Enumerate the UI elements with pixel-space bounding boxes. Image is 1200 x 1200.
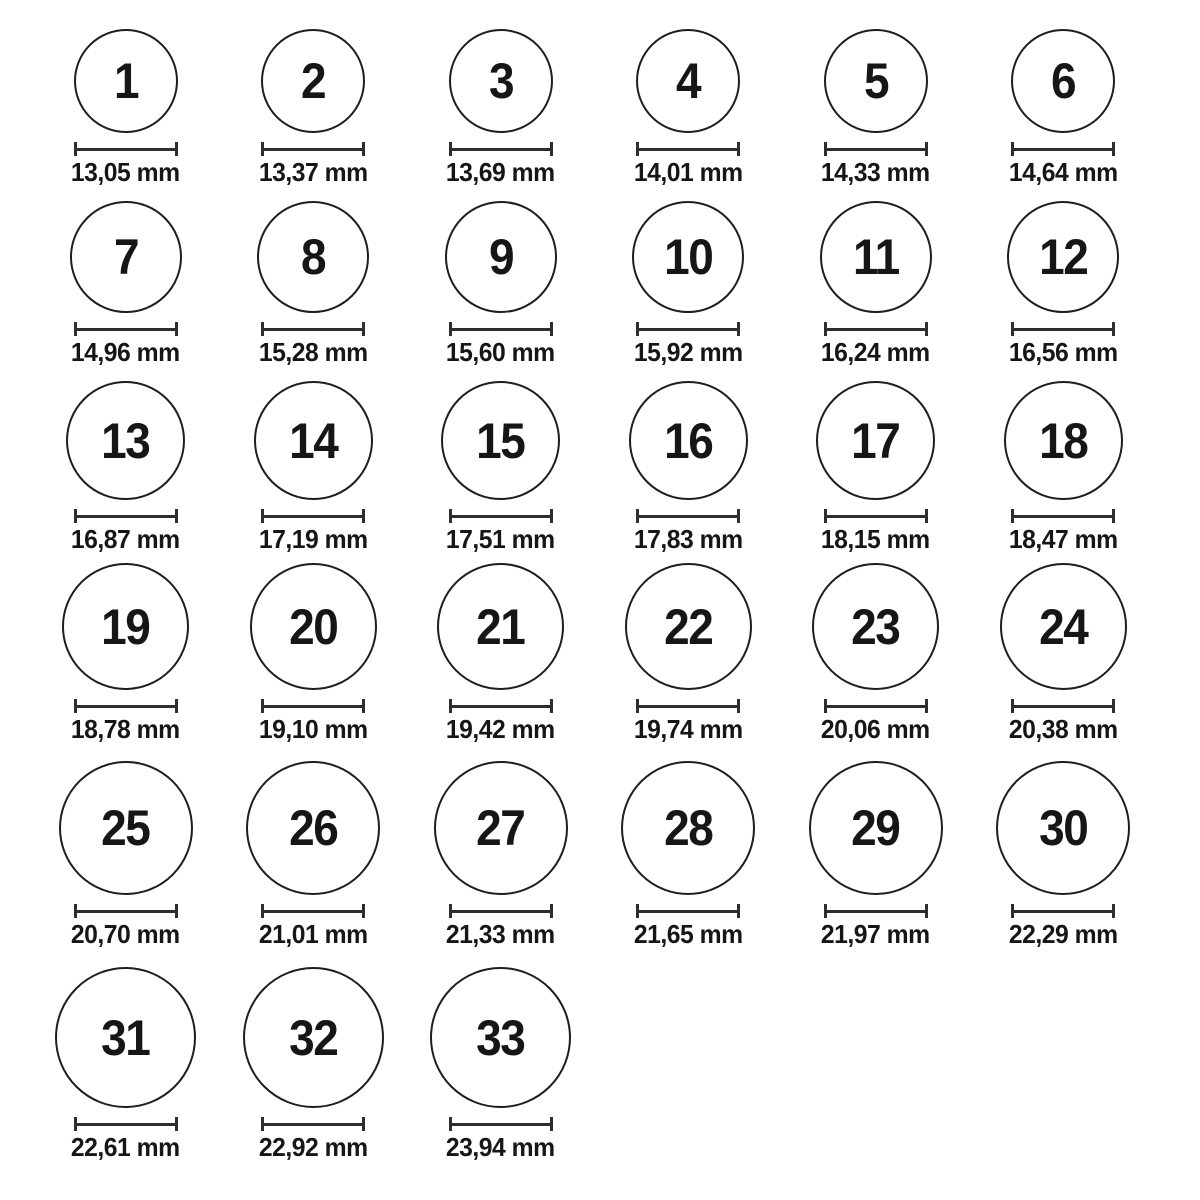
ring-circle xyxy=(434,761,568,895)
ring-size-number: 22 xyxy=(664,598,713,655)
diameter-measure-line xyxy=(449,904,553,918)
ring-circle xyxy=(254,381,373,500)
diameter-label: 22,29 mm xyxy=(1008,919,1118,949)
ring-size-number: 2 xyxy=(301,53,326,109)
diameter-measure-line xyxy=(261,904,365,918)
diameter-measure-line xyxy=(636,322,740,336)
diameter-label: 18,78 mm xyxy=(71,714,181,744)
diameter-label: 22,61 mm xyxy=(71,1132,181,1162)
ring-circle xyxy=(261,29,365,133)
diameter-measure-line xyxy=(449,322,553,336)
diameter-label: 18,15 mm xyxy=(821,524,931,554)
ring-circle xyxy=(824,29,928,133)
ring-circle xyxy=(820,201,932,313)
ring-size-cell xyxy=(970,0,1158,185)
ring-circle xyxy=(70,201,182,313)
ring-circle xyxy=(430,967,571,1108)
ring-size-number: 7 xyxy=(113,229,138,285)
ring-size-number: 18 xyxy=(1039,412,1088,469)
ring-size-cell xyxy=(407,552,595,742)
ring-size-number: 10 xyxy=(664,229,713,285)
diameter-measure-line xyxy=(1011,509,1115,523)
diameter-label: 21,33 mm xyxy=(446,919,556,949)
ring-size-number: 24 xyxy=(1039,598,1088,655)
diameter-label: 20,06 mm xyxy=(821,714,931,744)
ring-size-cell xyxy=(595,552,783,742)
diameter-label: 13,37 mm xyxy=(258,157,368,187)
diameter-label: 15,28 mm xyxy=(258,337,368,367)
diameter-measure-line xyxy=(1011,142,1115,156)
diameter-measure-line xyxy=(1011,322,1115,336)
diameter-measure-line xyxy=(261,322,365,336)
diameter-label: 17,83 mm xyxy=(633,524,743,554)
diameter-label: 16,24 mm xyxy=(821,337,931,367)
ring-size-number: 29 xyxy=(851,800,900,856)
chart-row xyxy=(32,552,1157,742)
diameter-measure-line xyxy=(824,322,928,336)
ring-size-cell xyxy=(220,365,408,552)
diameter-label: 15,60 mm xyxy=(446,337,556,367)
ring-size-cell xyxy=(595,742,783,947)
ring-size-number: 16 xyxy=(664,412,713,469)
ring-size-cell xyxy=(970,185,1158,365)
ring-circle xyxy=(55,967,196,1108)
ring-size-number: 27 xyxy=(476,800,525,856)
ring-size-cell xyxy=(32,0,220,185)
ring-circle xyxy=(59,761,193,895)
ring-size-number: 15 xyxy=(476,412,525,469)
ring-size-number: 31 xyxy=(101,1009,150,1066)
diameter-measure-line xyxy=(1011,904,1115,918)
ring-size-cell xyxy=(970,365,1158,552)
ring-size-cell xyxy=(782,552,970,742)
ring-circle xyxy=(809,761,943,895)
diameter-label: 20,70 mm xyxy=(71,919,181,949)
diameter-label: 18,47 mm xyxy=(1008,524,1118,554)
diameter-measure-line xyxy=(1011,699,1115,713)
ring-size-cell xyxy=(970,552,1158,742)
diameter-measure-line xyxy=(261,1117,365,1131)
ring-circle xyxy=(1011,29,1115,133)
ring-size-cell xyxy=(220,947,408,1160)
ring-circle xyxy=(632,201,744,313)
diameter-measure-line xyxy=(449,1117,553,1131)
diameter-label: 16,87 mm xyxy=(71,524,181,554)
ring-size-number: 11 xyxy=(852,229,899,285)
chart-row xyxy=(32,365,1157,552)
ring-size-number: 20 xyxy=(289,598,338,655)
ring-size-number: 14 xyxy=(289,412,338,469)
ring-size-number: 30 xyxy=(1039,800,1088,856)
ring-size-cell xyxy=(595,185,783,365)
ring-circle xyxy=(257,201,369,313)
ring-size-number: 32 xyxy=(289,1009,338,1066)
ring-size-cell xyxy=(407,365,595,552)
diameter-label: 15,92 mm xyxy=(633,337,743,367)
diameter-measure-line xyxy=(636,699,740,713)
diameter-measure-line xyxy=(261,509,365,523)
diameter-label: 21,97 mm xyxy=(821,919,931,949)
diameter-label: 21,65 mm xyxy=(633,919,743,949)
diameter-measure-line xyxy=(261,699,365,713)
diameter-label: 17,51 mm xyxy=(446,524,556,554)
diameter-measure-line xyxy=(824,509,928,523)
ring-size-number: 4 xyxy=(676,53,701,109)
ring-size-number: 19 xyxy=(101,598,150,655)
ring-size-cell xyxy=(595,365,783,552)
ring-size-cell xyxy=(220,552,408,742)
ring-size-number: 26 xyxy=(289,800,338,856)
diameter-measure-line xyxy=(74,904,178,918)
ring-size-number: 12 xyxy=(1039,229,1088,285)
ring-size-number: 23 xyxy=(851,598,900,655)
ring-size-number: 3 xyxy=(488,53,513,109)
diameter-label: 14,01 mm xyxy=(633,157,743,187)
ring-circle xyxy=(441,381,560,500)
ring-size-cell xyxy=(407,185,595,365)
ring-size-cell xyxy=(32,365,220,552)
ring-circle xyxy=(816,381,935,500)
diameter-measure-line xyxy=(74,509,178,523)
diameter-measure-line xyxy=(824,904,928,918)
diameter-measure-line xyxy=(824,142,928,156)
ring-circle xyxy=(62,563,189,690)
diameter-label: 17,19 mm xyxy=(258,524,368,554)
diameter-label: 19,42 mm xyxy=(446,714,556,744)
diameter-measure-line xyxy=(74,699,178,713)
diameter-label: 14,96 mm xyxy=(71,337,181,367)
diameter-label: 19,10 mm xyxy=(258,714,368,744)
diameter-measure-line xyxy=(74,142,178,156)
ring-circle xyxy=(445,201,557,313)
ring-circle xyxy=(250,563,377,690)
diameter-label: 22,92 mm xyxy=(258,1132,368,1162)
ring-circle xyxy=(621,761,755,895)
chart-row xyxy=(32,0,1157,185)
ring-size-cell xyxy=(32,552,220,742)
diameter-measure-line xyxy=(261,142,365,156)
diameter-label: 14,33 mm xyxy=(821,157,931,187)
ring-size-number: 28 xyxy=(664,800,713,856)
ring-size-cell xyxy=(970,742,1158,947)
ring-circle xyxy=(449,29,553,133)
ring-size-number: 1 xyxy=(113,53,138,109)
diameter-measure-line xyxy=(74,1117,178,1131)
ring-circle xyxy=(625,563,752,690)
ring-size-cell xyxy=(782,185,970,365)
ring-circle xyxy=(1000,563,1127,690)
ring-circle xyxy=(66,381,185,500)
diameter-measure-line xyxy=(449,699,553,713)
ring-size-number: 21 xyxy=(476,598,525,655)
ring-size-cell xyxy=(32,947,220,1160)
ring-size-number: 13 xyxy=(101,412,150,469)
diameter-measure-line xyxy=(636,904,740,918)
ring-size-cell xyxy=(32,742,220,947)
diameter-measure-line xyxy=(449,142,553,156)
chart-row xyxy=(32,742,1157,947)
diameter-measure-line xyxy=(449,509,553,523)
ring-size-cell xyxy=(782,365,970,552)
diameter-measure-line xyxy=(74,322,178,336)
ring-size-cell xyxy=(32,185,220,365)
diameter-label: 13,05 mm xyxy=(71,157,181,187)
ring-circle xyxy=(1007,201,1119,313)
diameter-measure-line xyxy=(636,509,740,523)
ring-circle xyxy=(243,967,384,1108)
ring-size-number: 5 xyxy=(863,53,888,109)
ring-size-cell xyxy=(220,0,408,185)
chart-row xyxy=(32,947,1157,1160)
ring-size-cell xyxy=(220,742,408,947)
chart-row xyxy=(32,185,1157,365)
ring-size-number: 6 xyxy=(1051,53,1076,109)
diameter-label: 19,74 mm xyxy=(633,714,743,744)
ring-circle xyxy=(812,563,939,690)
ring-circle xyxy=(74,29,178,133)
diameter-label: 23,94 mm xyxy=(446,1132,556,1162)
ring-size-cell xyxy=(407,0,595,185)
ring-size-cell xyxy=(595,0,783,185)
ring-size-cell xyxy=(782,742,970,947)
ring-circle xyxy=(996,761,1130,895)
ring-circle xyxy=(636,29,740,133)
ring-size-cell xyxy=(782,0,970,185)
ring-circle xyxy=(629,381,748,500)
ring-size-cell xyxy=(220,185,408,365)
ring-size-number: 33 xyxy=(476,1009,525,1066)
diameter-label: 14,64 mm xyxy=(1008,157,1118,187)
diameter-label: 13,69 mm xyxy=(446,157,556,187)
ring-circle xyxy=(246,761,380,895)
ring-size-number: 25 xyxy=(101,800,150,856)
ring-size-number: 8 xyxy=(301,229,326,285)
diameter-measure-line xyxy=(824,699,928,713)
ring-size-number: 9 xyxy=(488,229,513,285)
diameter-measure-line xyxy=(636,142,740,156)
ring-circle xyxy=(1004,381,1123,500)
ring-size-number: 17 xyxy=(851,412,900,469)
ring-size-cell xyxy=(407,742,595,947)
diameter-label: 20,38 mm xyxy=(1008,714,1118,744)
ring-size-cell xyxy=(407,947,595,1160)
diameter-label: 16,56 mm xyxy=(1008,337,1118,367)
diameter-label: 21,01 mm xyxy=(258,919,368,949)
ring-circle xyxy=(437,563,564,690)
